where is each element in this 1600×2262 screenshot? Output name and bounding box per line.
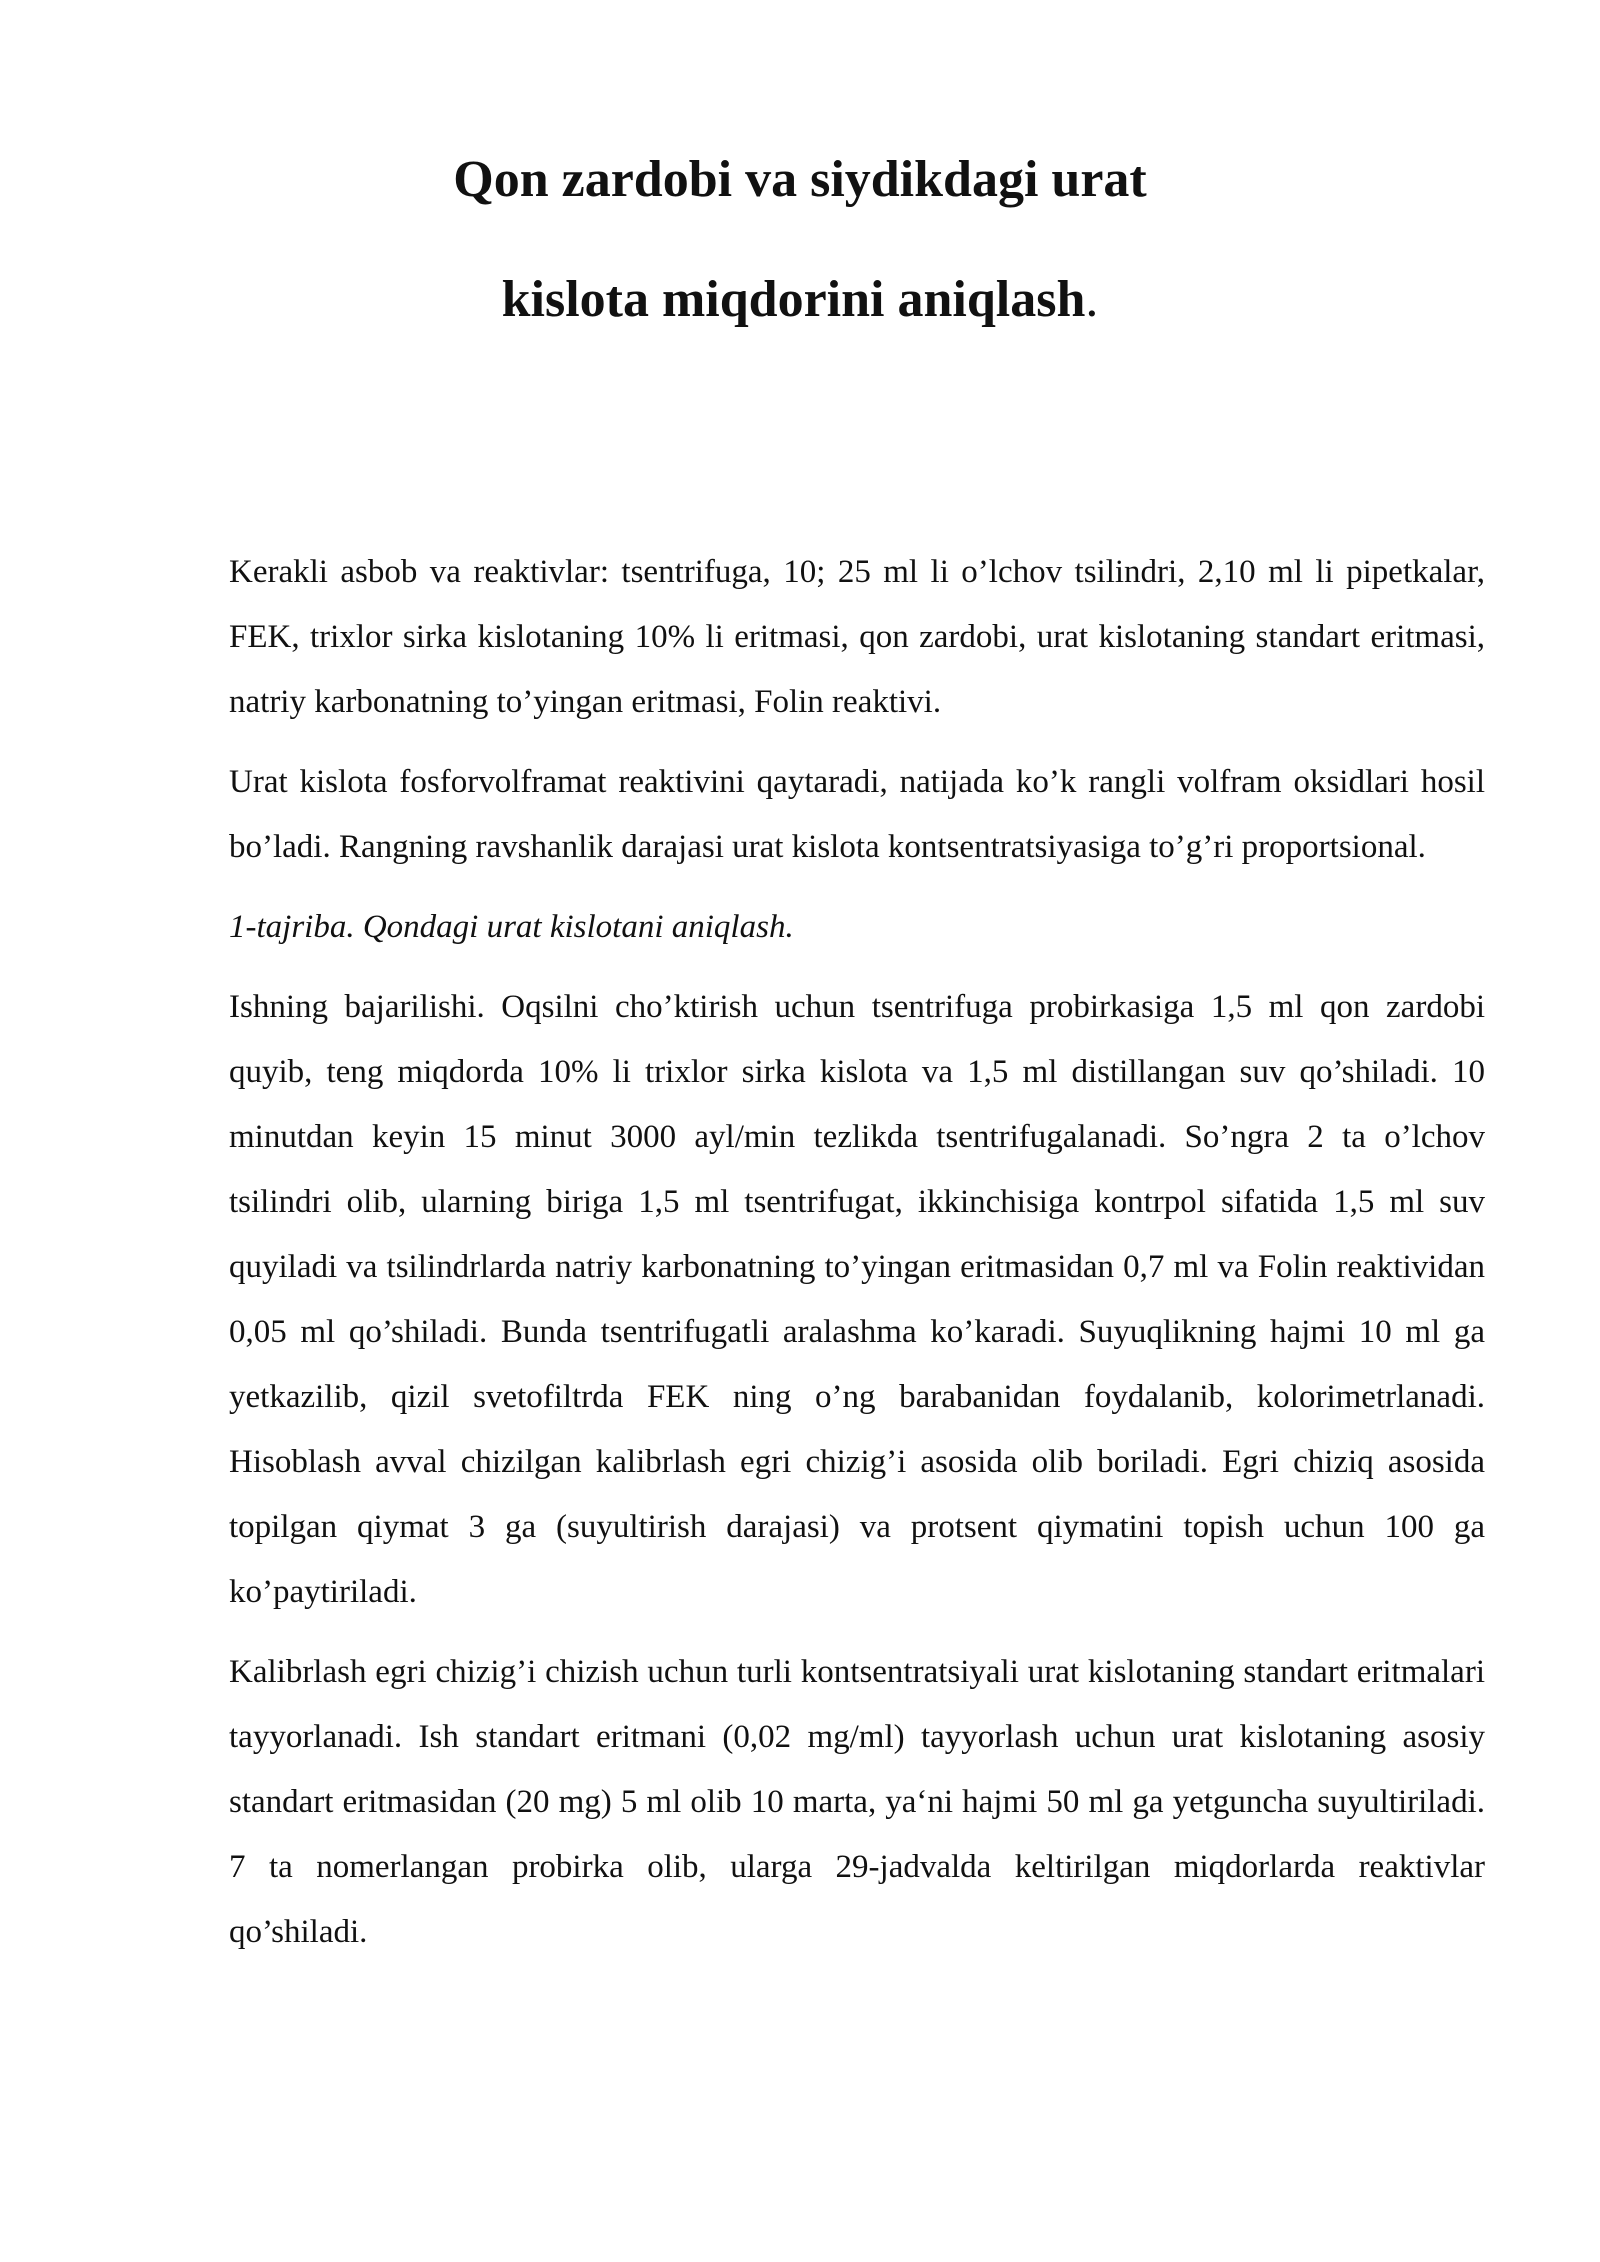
title-line-1: Qon zardobi va siydikdagi urat — [453, 151, 1147, 208]
paragraph-principle: Urat kislota fosforvolframat reaktivini qaytaradi, natijada ko’k rangli volfram oksidlari hosil bo’ladi. Rangning ravshanlik darajasi urat kislota kontsentratsiyasiga to’g’ri proportsional. — [229, 764, 1485, 865]
document-title — [0, 150, 1600, 328]
paragraph-calibration: Kalibrlash egri chizig’i chizish uchun turli kontsentratsiyali urat kislotaning standart eritmalari tayyorlanadi. Ish standart eritmani (0,02 mg/ml) tayyorlash uchun urat kislotaning asosiy standart eritmasidan (20 mg) 5 ml olib 10 marta, ya‘ni hajmi 50 ml ga yetguncha suyultiriladi. 7 ta nomerlangan probirka olib, ularga 29-jadvalda keltirilgan miqdorlarda reaktivlar qo’shiladi. — [229, 1654, 1485, 1950]
document-body — [229, 540, 1485, 1980]
title-line-2 — [0, 270, 1600, 330]
title-period: . — [1085, 271, 1099, 328]
experiment-heading: 1-tajriba. Qondagi urat kislotani aniqlash. — [229, 909, 794, 945]
paragraph-equipment: Kerakli asbob va reaktivlar: tsentrifuga, 10; 25 ml li o’lchov tsilindri, 2,10 ml li pipetkalar, FEK, trixlor sirka kislotaning 10% li eritmasi, qon zardobi, urat kislotaning standart eritmasi, natriy karbonatning to’yingan eritmasi, Folin reaktivi. — [229, 554, 1485, 720]
title-line-2-text: kislota miqdorini aniqlash — [501, 271, 1086, 328]
paragraph-procedure: Ishning bajarilishi. Oqsilni cho’ktirish uchun tsentrifuga probirkasiga 1,5 ml qon zardobi quyib, teng miqdorda 10% li trixlor sirka kislota va 1,5 ml distillangan suv qo’shiladi. 10 minutdan keyin 15 minut 3000 ayl/min tezlikda tsentrifugalanadi. So’ngra 2 ta o’lchov tsilindri olib, ularning biriga 1,5 ml tsentrifugat, ikkinchisiga kontrpol sifatida 1,5 ml suv quyiladi va tsilindrlarda natriy karbonatning to’yingan eritmasidan 0,7 ml va Folin reaktividan 0,05 ml qo’shiladi. Bunda tsentrifugatli aralashma ko’karadi. Suyuqlikning hajmi 10 ml ga yetkazilib, qizil svetofiltrda FEK ning o’ng barabanidan foydalanib, kolorimetrlanadi. Hisoblash avval chizilgan kalibrlash egri chizig’i asosida olib boriladi. Egri chiziq asosida topilgan qiymat 3 ga (suyultirish darajasi) va protsent qiymatini topish uchun 100 ga ko’paytiriladi. — [229, 989, 1485, 1610]
